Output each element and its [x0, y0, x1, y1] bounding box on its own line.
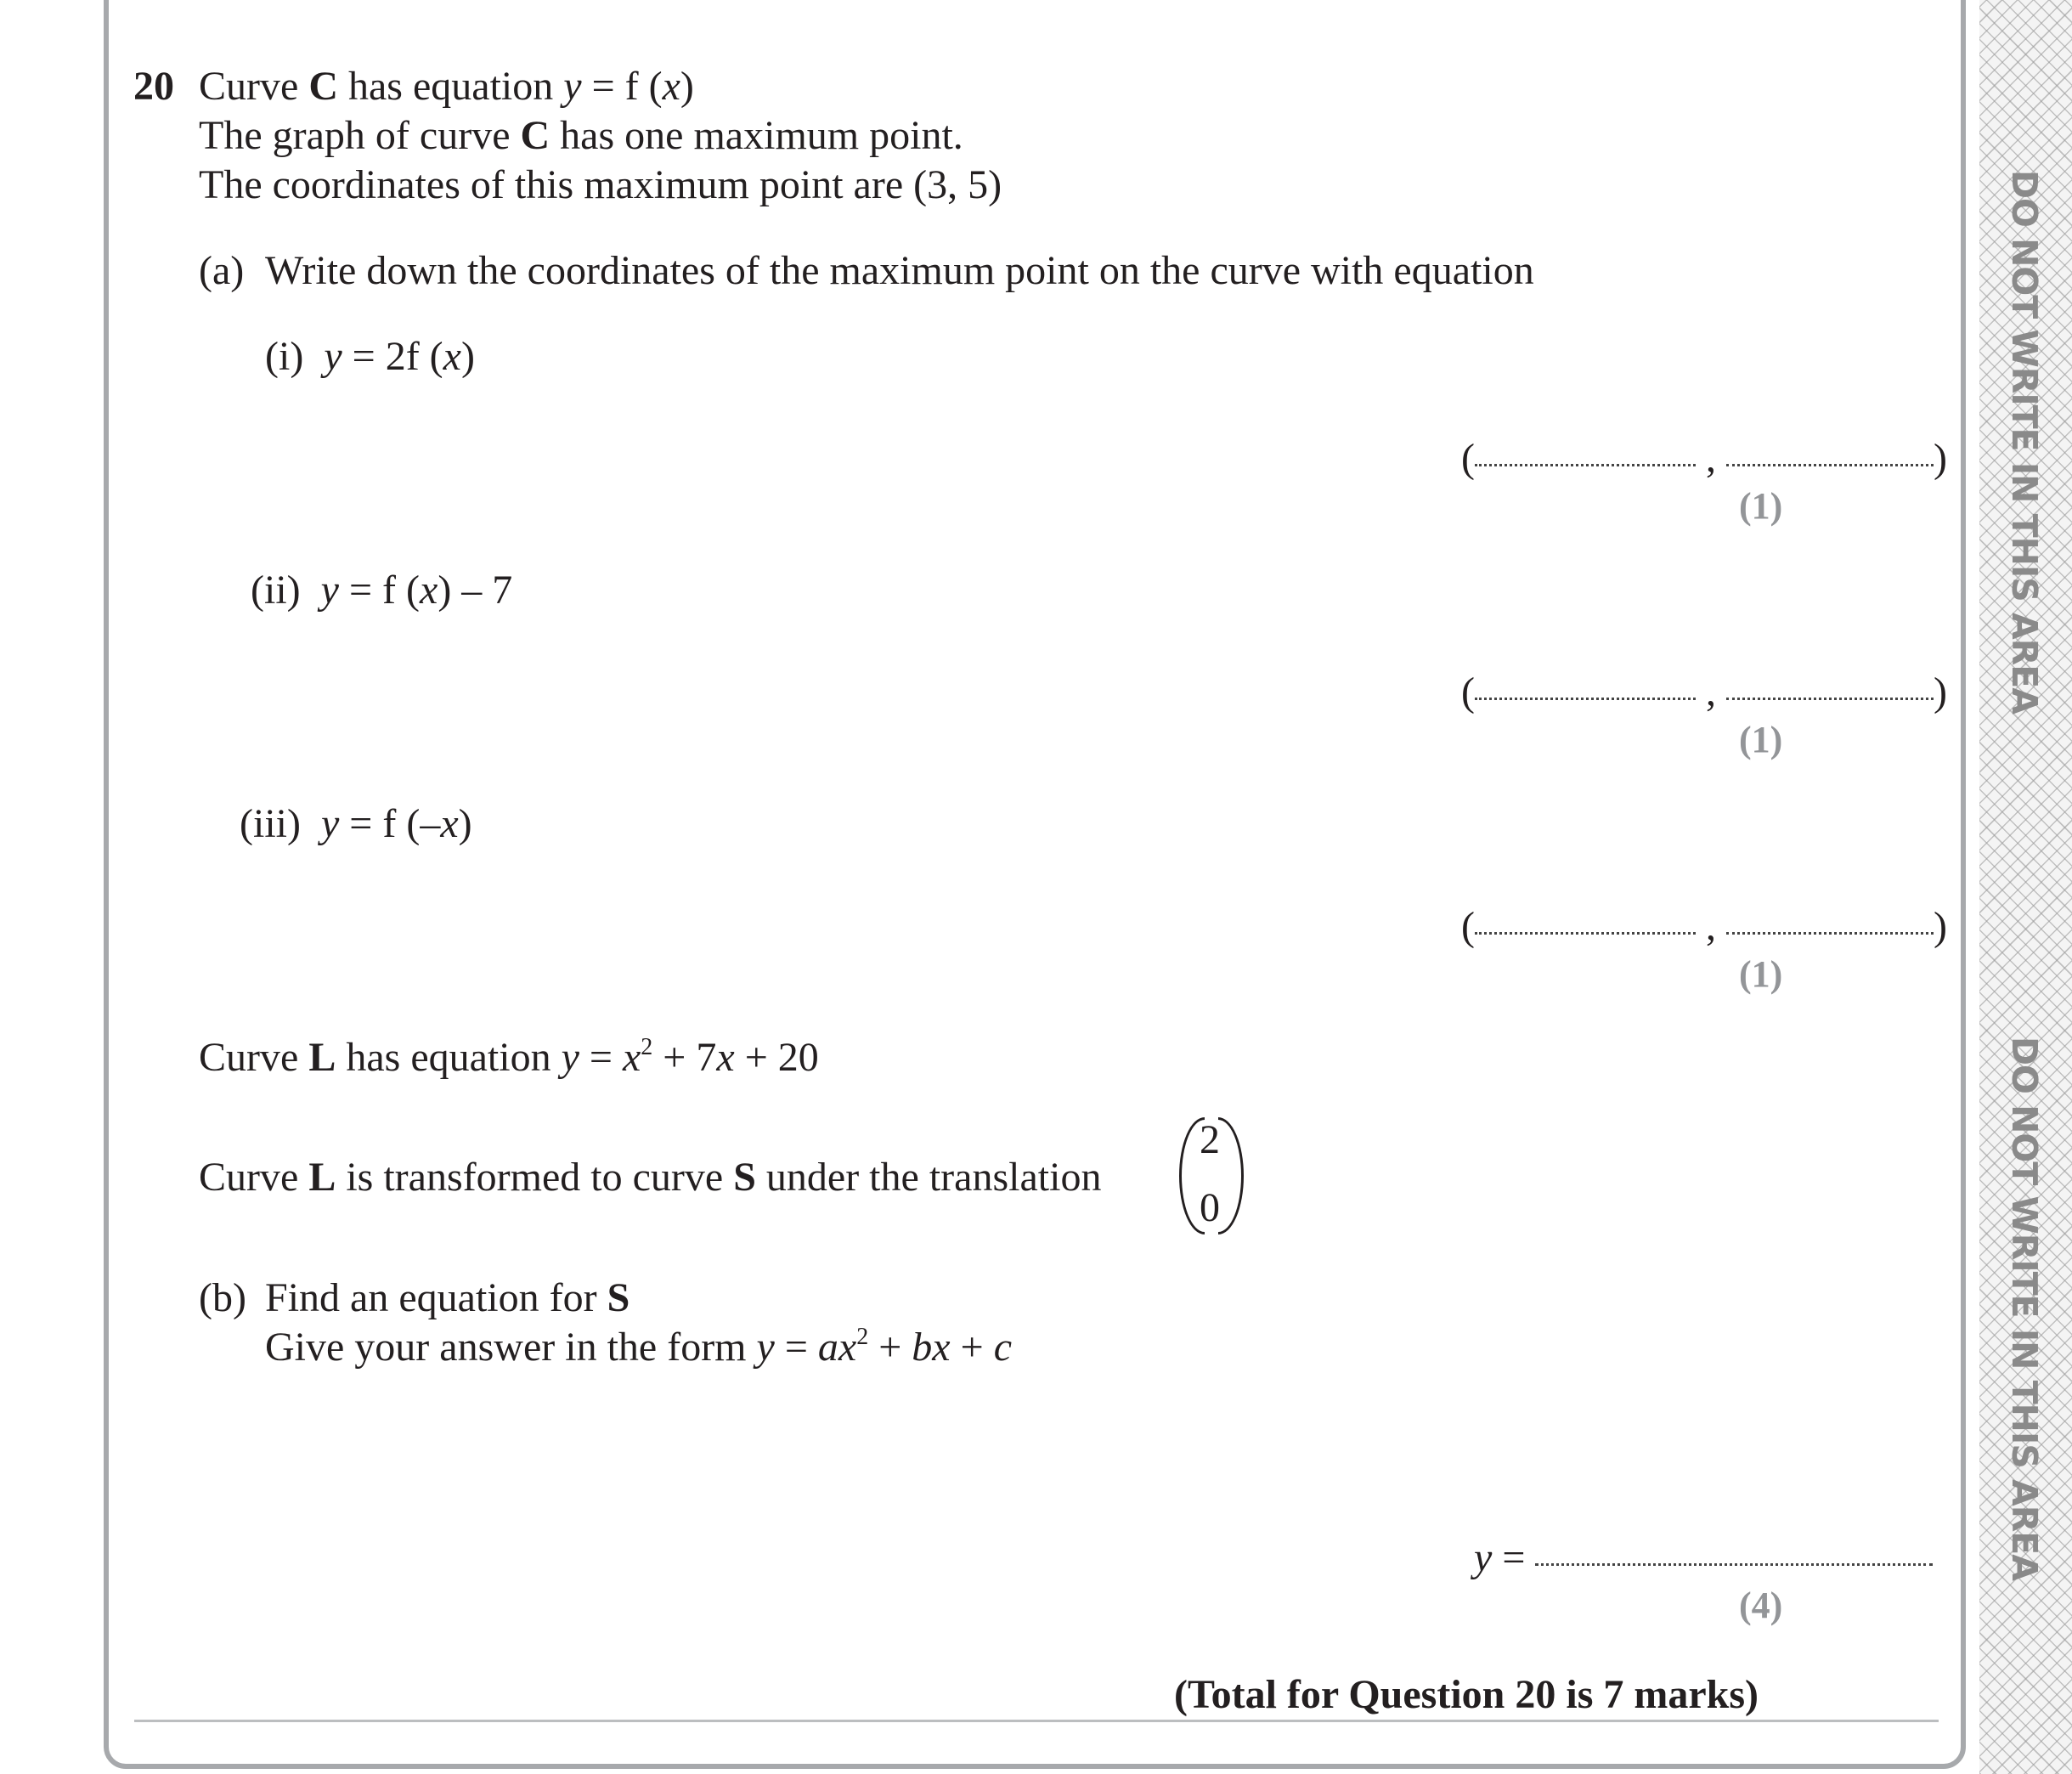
question-total: (Total for Question 20 is 7 marks) [1174, 1672, 1759, 1717]
bottom-rule [134, 1720, 1939, 1722]
part-a-iii-equation: (iii) y = f (–x) [240, 801, 472, 846]
part-a-text: Write down the coordinates of the maximum point on the curve with equation [265, 248, 1534, 293]
mark-b: (4) [1739, 1585, 1783, 1626]
part-b-line-2: Give your answer in the form $y = ax^2$ + bx + c [265, 1324, 1012, 1370]
intro-line-1: Curve C has equation y = f (x) [199, 64, 694, 109]
mark-a-iii: (1) [1739, 953, 1783, 995]
part-b-line-1: Find an equation for S [265, 1275, 630, 1320]
curve-l-equation: Curve L has equation $y = x^2 + 7x + 20$ [199, 1034, 819, 1080]
answer-field-a-ii[interactable]: ( , ) [1461, 669, 1947, 715]
part-a-i-equation: (i) y = 2f (x) [265, 334, 475, 379]
part-a-label: (a) [199, 248, 245, 293]
intro-line-3: The coordinates of this maximum point are (3, 5) [199, 162, 1002, 207]
answer-field-a-i[interactable]: ( , ) [1461, 436, 1947, 481]
part-b-label: (b) [199, 1275, 246, 1320]
answer-field-b[interactable]: y = [1474, 1534, 1933, 1581]
mark-a-ii: (1) [1739, 719, 1783, 760]
vector-bottom-value: 0 [1200, 1185, 1220, 1230]
vector-top-value: 2 [1200, 1117, 1220, 1162]
part-a-ii-equation: (ii) y = f (x) – 7 [251, 568, 513, 613]
intro-line-2: The graph of curve C has one maximum point. [199, 113, 963, 158]
answer-field-a-iii[interactable]: ( , ) [1461, 904, 1947, 949]
mark-a-i: (1) [1739, 485, 1783, 527]
question-number: 20 [133, 64, 174, 109]
translation-statement: Curve L is transformed to curve S under the translation [199, 1155, 1102, 1200]
